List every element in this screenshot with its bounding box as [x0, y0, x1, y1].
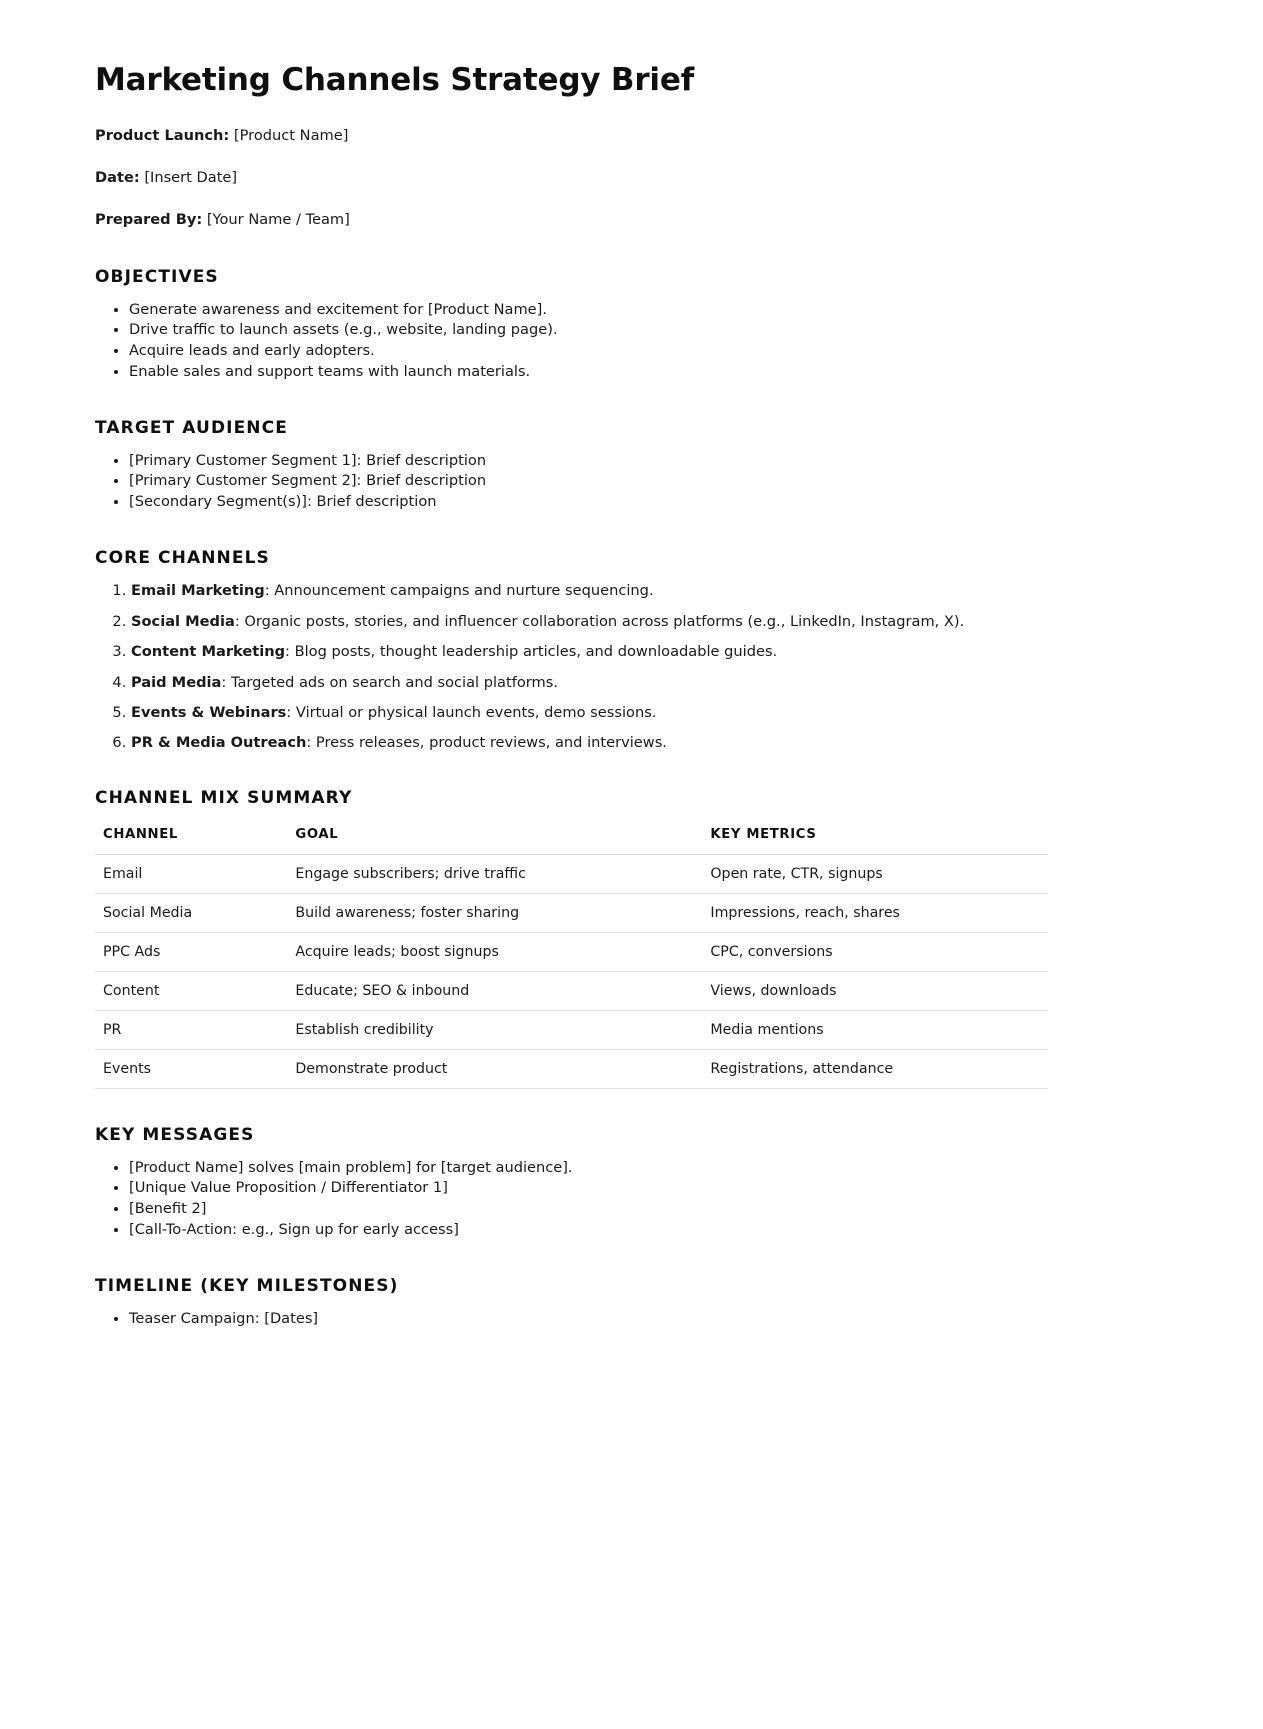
list-item-term: Paid Media [131, 673, 222, 691]
meta-prepared-by [95, 209, 1159, 231]
list-item [131, 673, 1159, 693]
section-heading-channel-mix-summary: CHANNEL MIX SUMMARY [95, 787, 353, 808]
table-row [95, 1049, 1048, 1088]
cell-channel: Email [95, 854, 287, 893]
list-item [131, 612, 1159, 632]
cell-channel: Social Media [95, 893, 287, 932]
list-item: • [Product Name] solves [main problem] for [target audience]. [129, 1158, 1159, 1178]
cell-key-metrics: Impressions, reach, shares [702, 893, 1048, 932]
meta-date-label: Date: [95, 169, 140, 187]
cell-key-metrics: Media mentions [702, 1010, 1048, 1049]
target-audience-list [95, 451, 1159, 512]
table-header-row [95, 821, 1048, 855]
section-heading-timeline: TIMELINE (KEY MILESTONES) [95, 1275, 399, 1296]
list-item: • Drive traffic to launch assets (e.g., website, landing page). [129, 320, 1159, 340]
section-heading-target-audience: TARGET AUDIENCE [95, 417, 288, 438]
list-item-desc: : Organic posts, stories, and influencer collaboration across platforms (e.g., LinkedIn, Instagram, X). [234, 612, 965, 630]
table-header [95, 821, 1048, 855]
cell-channel: PPC Ads [95, 932, 287, 971]
list-item-desc: : Blog posts, thought leadership articles, and downloadable guides. [285, 643, 778, 661]
cell-channel: Content [95, 971, 287, 1010]
list-item-term: Social Media [131, 612, 235, 630]
list-item: • [Primary Customer Segment 2]: Brief description [129, 471, 1159, 491]
meta-prepared-by-value: [Your Name / Team] [206, 210, 350, 228]
cell-key-metrics: Views, downloads [702, 971, 1048, 1010]
list-item: • Acquire leads and early adopters. [129, 341, 1159, 361]
list-item: • [Unique Value Proposition / Differentiator 1] [129, 1178, 1159, 1198]
meta-product-launch [95, 125, 1159, 147]
list-item [131, 703, 1159, 723]
list-item [131, 581, 1159, 601]
core-channels-list [95, 581, 1159, 754]
cell-goal: Educate; SEO & inbound [287, 971, 702, 1010]
list-item-desc: : Targeted ads on search and social platforms. [221, 673, 558, 691]
table-row [95, 932, 1048, 971]
meta-prepared-by-label: Prepared By: [95, 210, 203, 228]
list-item: • [Call-To-Action: e.g., Sign up for early access] [129, 1220, 1159, 1240]
channel-mix-table [95, 821, 1048, 1089]
list-item-desc: : Announcement campaigns and nurture sequencing. [264, 582, 654, 600]
objectives-list [95, 300, 1159, 382]
list-item-term: PR & Media Outreach [131, 734, 307, 752]
list-item-desc: : Press releases, product reviews, and interviews. [306, 734, 667, 752]
meta-date [95, 167, 1159, 189]
table-body [95, 854, 1048, 1088]
cell-key-metrics: Open rate, CTR, signups [702, 854, 1048, 893]
list-item: • [Secondary Segment(s)]: Brief description [129, 492, 1159, 512]
cell-goal: Demonstrate product [287, 1049, 702, 1088]
list-item-term: Events & Webinars [131, 703, 287, 721]
cell-goal: Engage subscribers; drive traffic [287, 854, 702, 893]
cell-goal: Acquire leads; boost signups [287, 932, 702, 971]
key-messages-list [95, 1158, 1159, 1240]
column-header-goal: GOAL [287, 821, 702, 855]
cell-key-metrics: Registrations, attendance [702, 1049, 1048, 1088]
table-row [95, 1010, 1048, 1049]
cell-goal: Establish credibility [287, 1010, 702, 1049]
list-item: • [Primary Customer Segment 1]: Brief description [129, 451, 1159, 471]
section-heading-core-channels: CORE CHANNELS [95, 548, 270, 569]
list-item-term: Email Marketing [131, 582, 265, 600]
list-item [131, 642, 1159, 662]
section-heading-objectives: OBJECTIVES [95, 266, 219, 287]
column-header-channel: CHANNEL [95, 821, 287, 855]
meta-product-launch-value: [Product Name] [233, 127, 349, 145]
cell-goal: Build awareness; foster sharing [287, 893, 702, 932]
timeline-list [95, 1309, 1159, 1329]
list-item [131, 733, 1159, 753]
meta-product-launch-label: Product Launch: [95, 127, 230, 145]
list-item: • [Benefit 2] [129, 1199, 1159, 1219]
list-item: • Teaser Campaign: [Dates] [129, 1309, 1159, 1329]
list-item-term: Content Marketing [131, 643, 286, 661]
meta-date-value: [Insert Date] [144, 169, 238, 187]
cell-channel: Events [95, 1049, 287, 1088]
cell-key-metrics: CPC, conversions [702, 932, 1048, 971]
section-heading-key-messages: KEY MESSAGES [95, 1124, 255, 1145]
table-row [95, 854, 1048, 893]
cell-channel: PR [95, 1010, 287, 1049]
table-row [95, 893, 1048, 932]
page-title: Marketing Channels Strategy Brief [95, 62, 694, 98]
column-header-key-metrics: KEY METRICS [702, 821, 1048, 855]
table-row [95, 971, 1048, 1010]
list-item: • Generate awareness and excitement for [Product Name]. [129, 300, 1159, 320]
list-item: • Enable sales and support teams with launch materials. [129, 362, 1159, 382]
list-item-desc: : Virtual or physical launch events, demo sessions. [286, 703, 657, 721]
